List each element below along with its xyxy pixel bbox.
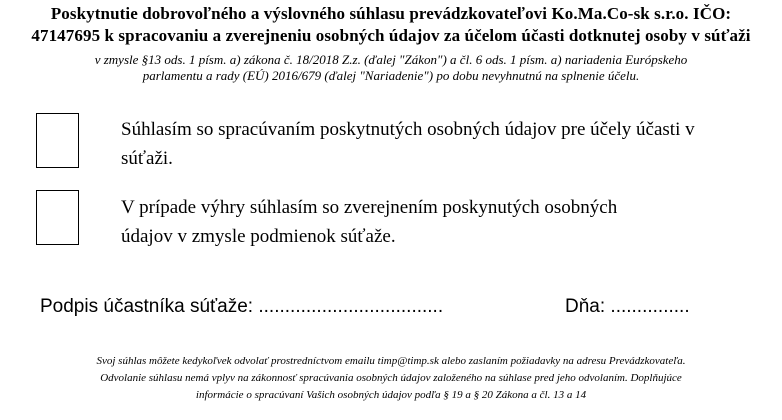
document-title-line-2: 47147695 k spracovaniu a zverejneniu osobných údajov za účelom účasti dotknutej osoby v súťaži [31,26,751,45]
signature-field[interactable]: Podpis účastníka súťaže: ................................... [40,296,444,317]
document-title-line-1: Poskytnutie dobrovoľného a výslovného súhlasu prevádzkovateľovi Ko.Ma.Co-sk s.r.o. IČO: [50,4,732,23]
legal-basis-line-2: parlamentu a rady (EÚ) 2016/679 (ďalej "Nariadenie") po dobu nevyhnutnú na splnenie účelu. [142,68,640,83]
consent-publication-text-line-1: V prípade výhry súhlasím so zverejnením poskynutých osobných [121,197,618,218]
consent-participation-checkbox[interactable] [36,113,79,168]
footer-note-line-2: Odvolanie súhlasu nemá vplyv na zákonnosť spracúvania osobných údajov založeného na súhlase pred jeho odvolaním. Doplňujúce [100,372,682,384]
consent-participation-text-line-2: súťaži. [121,148,173,169]
legal-basis-line-1: v zmysle §13 ods. 1 písm. a) zákona č. 18/2018 Z.z. (ďalej "Zákon") a čl. 6 ods. 1 písm. a) nariadenia Európskeho [94,52,688,67]
consent-publication-checkbox[interactable] [36,190,79,245]
consent-participation-text-line-1: Súhlasím so spracúvaním poskytnutých osobných údajov pre účely účasti v [121,119,695,140]
consent-publication-text-line-2: údajov v zmysle podmienok súťaže. [121,226,396,247]
footer-note-line-1: Svoj súhlas môžete kedykoľvek odvolať prostredníctvom emailu timp@timp.sk alebo zaslaním požiadavky na adresu Prevádzkovateľa. [96,355,686,367]
footer-note-line-3: informácie o spracúvaní Vašich osobných údajov podľa § 19 a § 20 Zákona a čl. 13 a 14 [195,389,587,401]
date-field[interactable]: Dňa: ............... [565,296,690,317]
